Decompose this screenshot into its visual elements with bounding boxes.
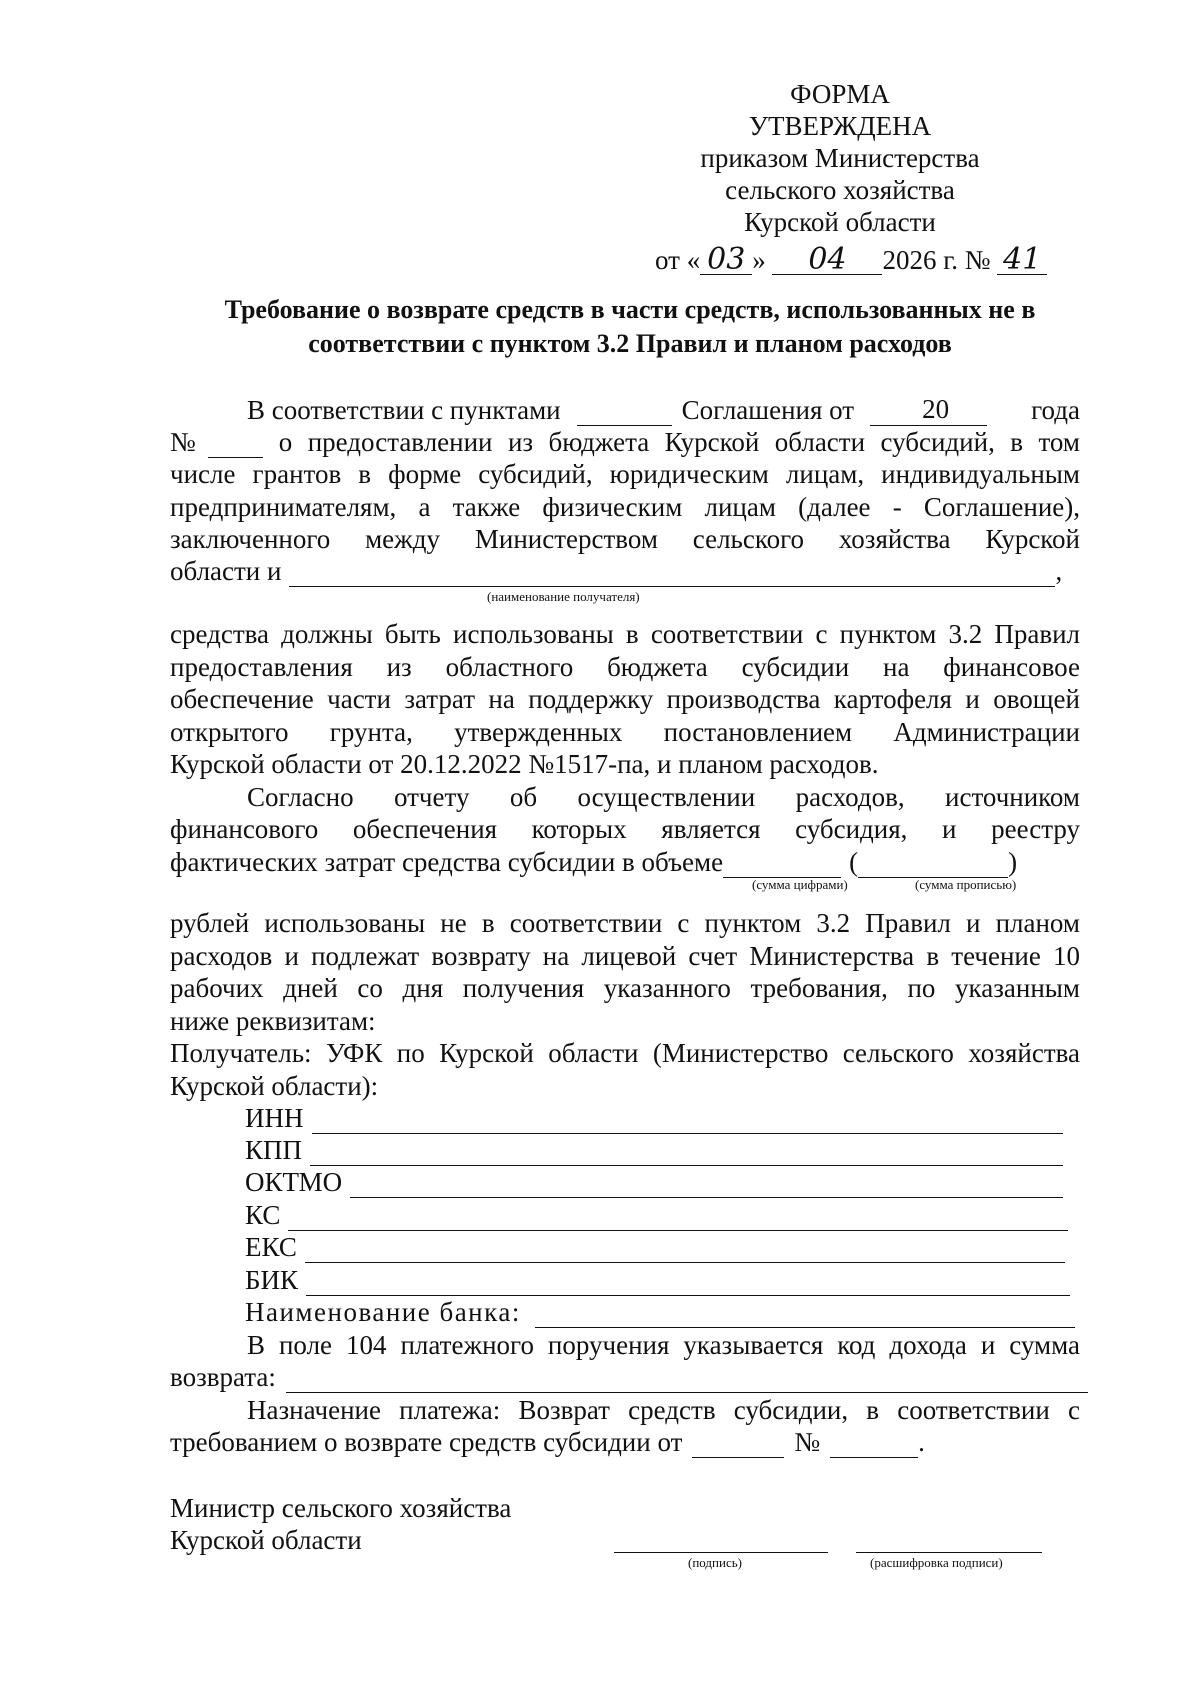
label: БИК [245,1265,299,1295]
blank-number [208,431,263,458]
para2-line3: обеспечение части затрат на поддержку производства картофеля и овощей [170,684,1080,714]
text: фактических затрат средства субсидии в объеме [170,847,724,877]
text: области и [170,556,282,586]
caption-sum-words: (сумма прописью) [915,877,1017,892]
date-day-suffix: » [752,245,766,275]
blank-date [870,399,922,426]
para3-line2: финансового обеспечения которых является субсидия, и реестру [170,814,1080,844]
text: требованием о возврате средств субсидии от [170,1427,683,1457]
blank-bank [535,1301,1075,1328]
requisite-inn [245,1102,1063,1134]
requisite-oktmo [245,1166,1063,1198]
para4-line5: Получатель: УФК по Курской области (Министерство сельского хозяйства [170,1038,1080,1068]
blank-recipient [289,560,1055,587]
blank-claim-number [830,1431,918,1458]
para6-line1: Назначение платежа: Возврат средств субсидии, в соответствии с [247,1395,1080,1425]
caption-signature-decode: (расшифровка подписи) [870,1555,1003,1570]
label: КС [245,1200,281,1230]
text: № [794,1427,821,1457]
text: ) [1008,847,1018,877]
para4-line6: Курской области): [170,1071,379,1101]
para3-line3 [170,846,1080,878]
blank-bik [306,1269,1070,1296]
approval-line: сельского хозяйства [725,175,955,205]
approval-line: ФОРМА [790,79,890,109]
blank-inn [312,1107,1064,1134]
requisite-ks [245,1199,1068,1231]
text: , [1055,556,1063,586]
para2-line2: предоставления из областного бюджета субсидии на финансовое [170,652,1080,682]
para2-line1: средства должны быть использованы в соответствии с пунктом 3.2 Правил [170,619,1080,649]
requisite-kpp [245,1134,1063,1166]
approval-month: 04 [772,246,882,275]
signature-line [614,1550,828,1553]
text: о предоставлении из бюджета Курской области субсидий, в том [278,427,1080,457]
text: № [170,427,196,457]
blank-points [577,399,672,426]
label: ОКТМО [245,1167,343,1197]
para5-line1: В поле 104 платежного поручения указывается код дохода и сумма [247,1330,1080,1360]
blank-kpp [310,1139,1063,1166]
text: 20 [922,394,950,424]
signature-decode-line [856,1550,1042,1553]
approval-number: 41 [997,246,1047,275]
para3-line1: Согласно отчету об осуществлении расходов, источником [247,782,1080,812]
blank-year [949,399,987,426]
title-line-2: соответствии с пунктом 3.2 Правил и планом расходов [308,329,952,358]
para4-line4: ниже реквизитам: [170,1006,376,1036]
approval-line: УТВЕРЖДЕНА [748,111,932,141]
text: ( [849,847,859,877]
blank-return [286,1366,1088,1393]
label: КПП [245,1135,303,1165]
text: Соглашения от [681,395,855,425]
para4-line3: рабочих дней со дня получения указанного требования, по указанным [170,973,1080,1003]
para1-line4: предпринимателям, а также физическим лицам (далее - Соглашение), [170,492,1080,522]
para6-line2 [170,1426,1080,1458]
title-line-1: Требование о возврате средств в части средств, использованных не в [224,295,1036,324]
blank-claim-date [692,1431,784,1458]
blank-eks [305,1236,1065,1263]
approval-day: 03 [700,246,752,275]
approval-block [640,78,1040,238]
blank-sum-digits [723,851,841,878]
text: года [1031,395,1080,425]
para2-line5: Курской области от 20.12.2022 №1517-па, и планом расходов. [170,749,879,779]
label: Наименование банка: [245,1297,521,1327]
para5-line2 [170,1361,1088,1393]
approval-date [655,244,1075,276]
text: возврата: [170,1362,276,1392]
para1-line6 [170,555,1080,587]
date-prefix: от « [655,245,701,275]
signature-position: Министр сельского хозяйства [170,1493,512,1523]
caption-recipient: (наименование получателя) [487,589,640,604]
approval-line: приказом Министерства [700,143,980,173]
blank-sum-words [858,851,1008,878]
document-title [170,293,1090,361]
text: . [918,1427,925,1457]
para4-line2: расходов и подлежат возврату на лицевой счет Министерства в течение 10 [170,941,1080,971]
label: ЕКС [245,1232,297,1262]
blank-ks [288,1204,1068,1231]
para1-line2 [170,426,1080,458]
para1-line5: заключенного между Министерством сельского хозяйства Курской [170,524,1080,554]
requisite-eks [245,1231,1065,1263]
date-year: 2026 г. № [882,245,991,275]
blank-oktmo [350,1171,1063,1198]
text: В соответствии с пунктами [247,395,561,425]
requisite-bank [245,1296,1075,1328]
approval-line: Курской области [744,207,936,237]
para4-line1: рублей использованы не в соответствии с пунктом 3.2 Правил и планом [170,908,1080,938]
requisite-bik [245,1264,1070,1296]
para1-line3: числе грантов в форме субсидий, юридическим лицам, индивидуальным [170,459,1080,489]
caption-signature: (подпись) [688,1555,742,1570]
caption-sum-digits: (сумма цифрами) [752,877,848,892]
signature-region: Курской области [170,1525,362,1555]
para2-line4: открытого грунта, утвержденных постановлением Администрации [170,717,1080,747]
para1-line1 [170,393,1080,426]
label: ИНН [245,1103,304,1133]
